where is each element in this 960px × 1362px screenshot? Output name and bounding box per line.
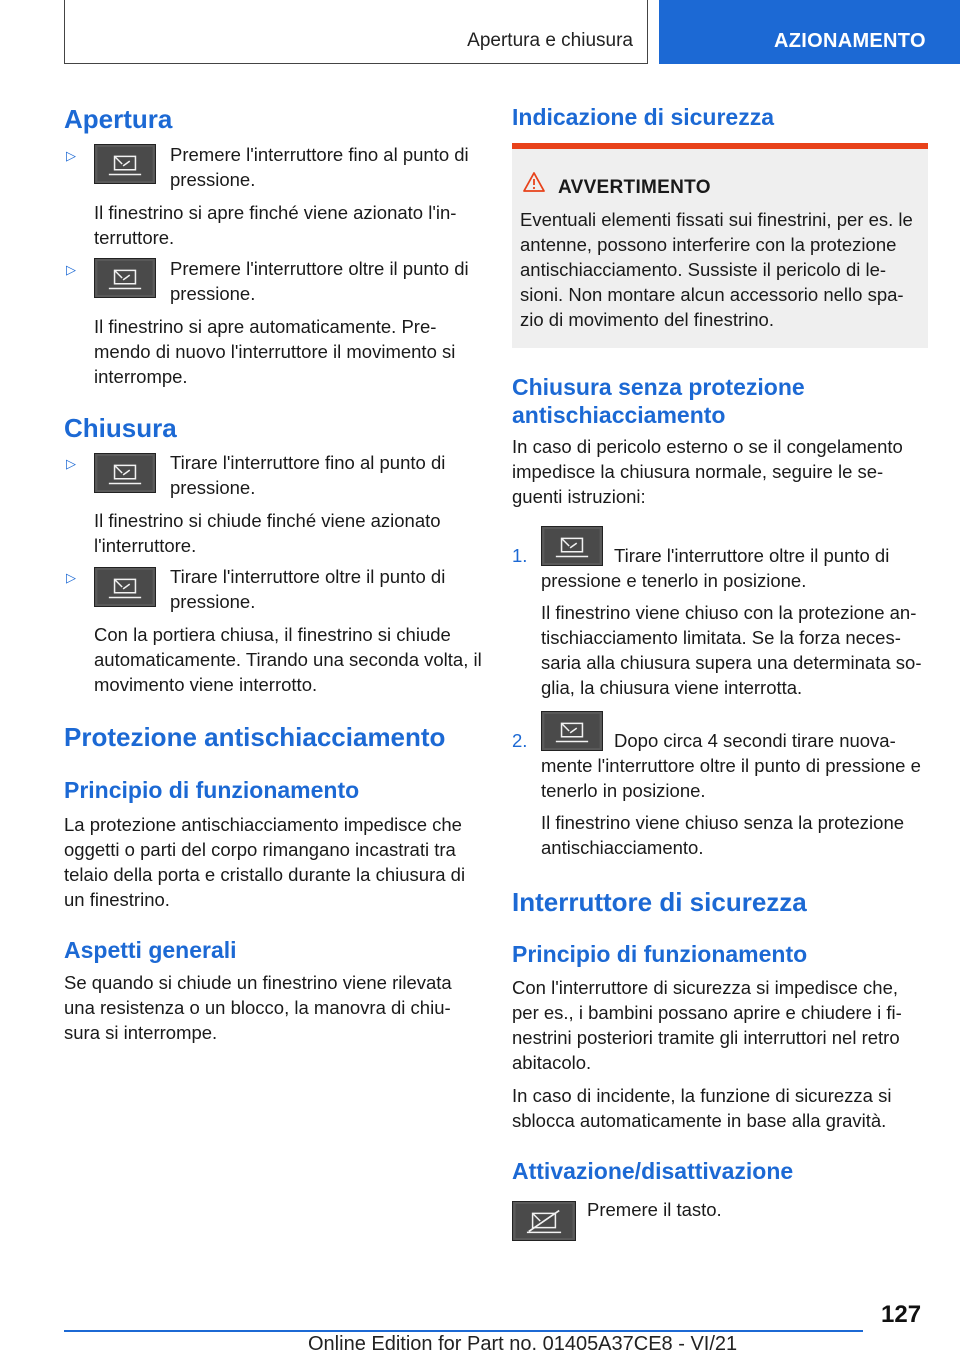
chiusura-step1-result: Il finestrino si chiude finché viene azionato l'interruttore.: [94, 510, 441, 556]
step-number: 2.: [512, 730, 528, 751]
triangle-bullet-icon: ▷: [66, 456, 76, 471]
chiusura-step2-result: Con la portiera chiusa, il finestrino si chiude automaticamente. Tirando una seconda volta, il movimento viene interrotto.: [94, 624, 482, 695]
heading-principio: Principio di funzionamento: [64, 777, 360, 803]
header-section-title: Apertura e chiusura: [467, 30, 633, 51]
incidente-text: In caso di incidente, la funzione di sicurezza si sblocca automaticamente in base alla gravità.: [512, 1085, 892, 1131]
header-tab: [659, 0, 960, 64]
footer-edition: Online Edition for Part no. 01405A37CE8 - VI/21: [308, 1333, 738, 1355]
heading-indicazione: Indicazione di sicurezza: [512, 104, 775, 130]
heading-chiusura-senza: Chiusura senza protezione antischiacciamento: [512, 374, 805, 428]
step2-result: Il finestrino viene chiuso senza la protezione antischiacciamento.: [541, 812, 905, 858]
aspetti-text: Se quando si chiude un finestrino viene rilevata una resistenza o un blocco, la manovra di chiu-sura si interrompe.: [64, 972, 452, 1043]
heading-principio-2: Principio di funzionamento: [512, 941, 808, 967]
triangle-bullet-icon: ▷: [66, 262, 76, 277]
chiusura-intro: In caso di pericolo esterno o se il congelamento impedisce la chiusura normale, seguire le se-guenti istruzioni:: [512, 436, 903, 507]
window-switch-image: [94, 258, 156, 298]
window-switch-image: [94, 144, 156, 184]
warning-box: [512, 143, 928, 348]
apertura-step1-result: Il finestrino si apre finché viene azionato l'in-terruttore.: [94, 202, 457, 248]
apertura-step2-result: Il finestrino si apre automaticamente. Pre-mendo di nuovo l'interruttore il movimento si interrompe.: [94, 316, 456, 387]
heading-attivazione: Attivazione/disattivazione: [512, 1158, 794, 1184]
safety-switch-image: [512, 1201, 576, 1241]
step-number: 1.: [512, 545, 528, 566]
step2-action: Dopo circa 4 secondi tirare nuova-mente l'interruttore oltre il punto di pressione e tenerlo in posizione.: [541, 730, 921, 801]
triangle-bullet-icon: ▷: [66, 148, 76, 163]
principio2-text: Con l'interruttore di sicurezza si impedisce che, per es., i bambini possano aprire e chiudere i fi-nestrini posteriori tramite gli interruttori nel retro abitacolo.: [512, 977, 902, 1073]
heading-interruttore: Interruttore di sicurezza: [512, 887, 807, 917]
attivazione-text: Premere il tasto.: [587, 1199, 722, 1220]
triangle-bullet-icon: ▷: [66, 570, 76, 585]
heading-apertura: Apertura: [64, 104, 173, 134]
step1-result: Il finestrino viene chiuso con la protezione an-tischiacciamento limitata. Se la forza neces-saria alla chiusura supera una determinata so-glia, la chiusura viene interrotta.: [541, 602, 922, 698]
heading-aspetti: Aspetti generali: [64, 937, 237, 963]
window-switch-image: [94, 453, 156, 493]
heading-protezione: Protezione antischiacciamento: [64, 722, 446, 752]
chiusura-step2-action: Tirare l'interruttore oltre il punto di pressione.: [170, 566, 446, 612]
header-box: [64, 0, 648, 64]
warning-text: Eventuali elementi fissati sui finestrini, per es. le antenne, possono interferire con la protezione antischiacciamento. Sussiste il pericolo di le-sioni. Non montare alcun accessorio nello spa-zio di movimento del finestrino.: [520, 209, 913, 330]
step1-action: Tirare l'interruttore oltre il punto di pressione e tenerlo in posizione.: [541, 545, 890, 591]
warning-triangle-icon: [522, 171, 546, 193]
header-tab-label: AZIONAMENTO: [774, 30, 926, 52]
chiusura-step1-action: Tirare l'interruttore fino al punto di pressione.: [170, 452, 446, 498]
apertura-step2-action: Premere l'interruttore oltre il punto di pressione.: [170, 258, 469, 304]
window-switch-image: [94, 567, 156, 607]
footer-divider: [64, 1330, 863, 1332]
page-number: 127: [881, 1301, 922, 1328]
warning-title: AVVERTIMENTO: [558, 177, 711, 198]
heading-chiusura: Chiusura: [64, 413, 177, 443]
principio-text: La protezione antischiacciamento impedisce che oggetti o parti del corpo rimangano incastrati tra telaio della porta e cristallo durante la chiusura di un finestrino.: [64, 814, 466, 910]
apertura-step1-action: Premere l'interruttore fino al punto di pressione.: [170, 144, 469, 190]
